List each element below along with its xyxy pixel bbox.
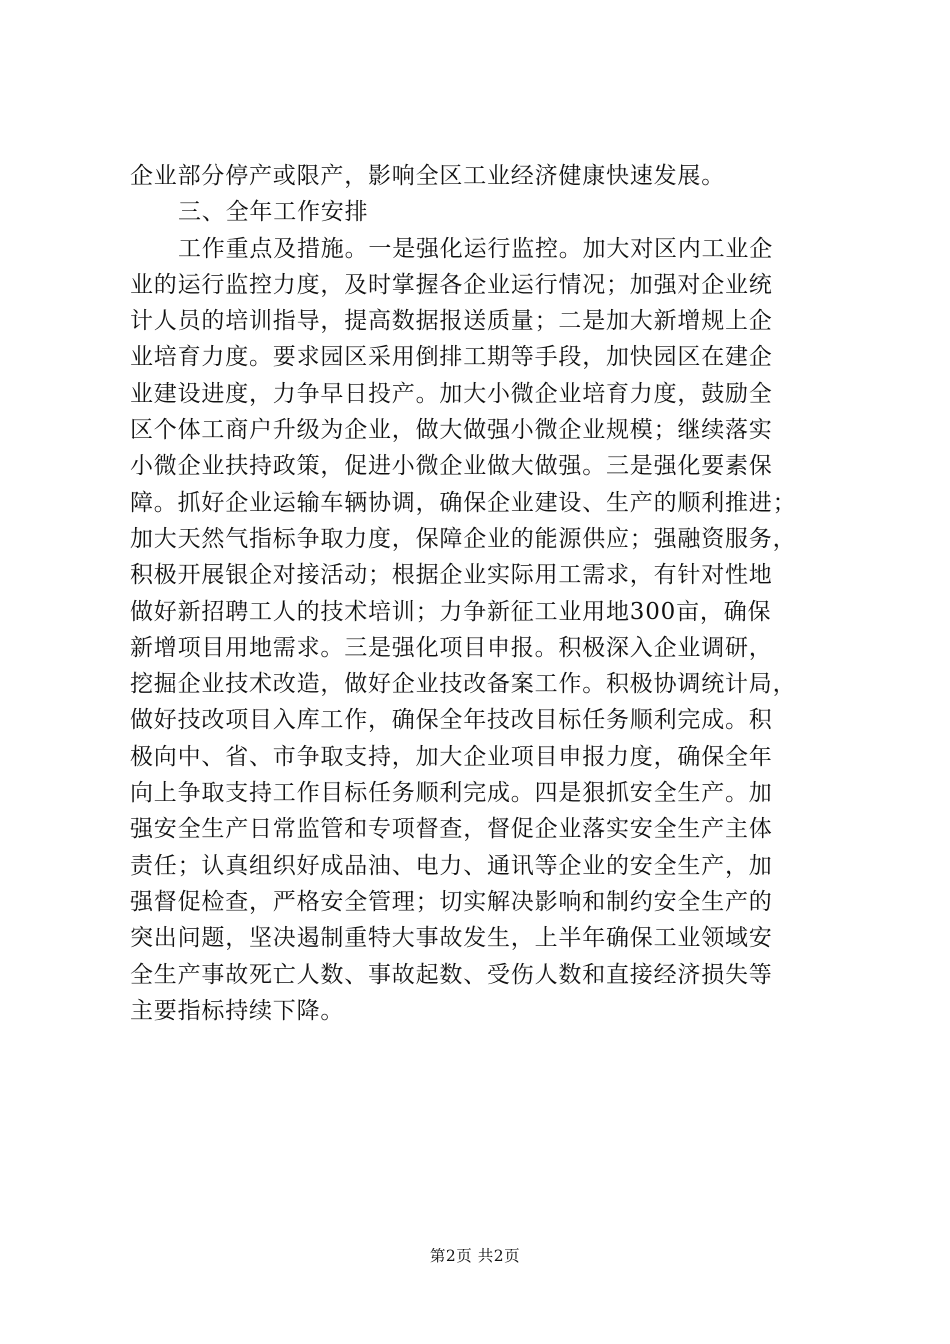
text-line: 做好新招聘工人的技术培训；力争新征工业用地300亩，确保 bbox=[130, 598, 772, 625]
page-footer: 第2页 共2页 bbox=[429, 1247, 521, 1265]
text-line: 计人员的培训指导，提高数据报送质量；二是加大新增规上企 bbox=[130, 308, 773, 335]
text-line: 挖掘企业技术改造，做好企业技改备案工作。积极协调统计局， bbox=[130, 671, 797, 698]
text-line: 向上争取支持工作目标任务顺利完成。四是狠抓安全生产。加 bbox=[130, 780, 773, 807]
text-line: 全生产事故死亡人数、事故起数、受伤人数和直接经济损失等 bbox=[130, 961, 773, 988]
text-line: 强督促检查，严格安全管理；切实解决影响和制约安全生产的 bbox=[130, 888, 773, 915]
text-line: 加大天然气指标争取力度，保障企业的能源供应；强融资服务， bbox=[130, 525, 797, 552]
text-line: 工作重点及措施。一是强化运行监控。加大对区内工业企 bbox=[178, 235, 773, 262]
text-line: 新增项目用地需求。三是强化项目申报。积极深入企业调研， bbox=[130, 634, 773, 661]
text-line: 极向中、省、市争取支持，加大企业项目申报力度，确保全年 bbox=[130, 743, 773, 770]
text-line: 业建设进度，力争早日投产。加大小微企业培育力度，鼓励全 bbox=[130, 380, 773, 407]
text-line: 突出问题，坚决遏制重特大事故发生，上半年确保工业领域安 bbox=[130, 925, 773, 952]
text-line: 障。抓好企业运输车辆协调，确保企业建设、生产的顺利推进； bbox=[130, 489, 797, 516]
text-line: 企业部分停产或限产，影响全区工业经济健康快速发展。 bbox=[130, 163, 725, 189]
document-body bbox=[130, 158, 830, 1029]
text-line: 三、全年工作安排 bbox=[178, 199, 369, 226]
text-line: 做好技改项目入库工作，确保全年技改目标任务顺利完成。积 bbox=[130, 707, 773, 734]
text-line: 业培育力度。要求园区采用倒排工期等手段，加快园区在建企 bbox=[130, 344, 773, 371]
text-line: 主要指标持续下降。 bbox=[130, 997, 345, 1024]
text-line: 责任；认真组织好成品油、电力、通讯等企业的安全生产，加 bbox=[130, 852, 773, 879]
text-line: 积极开展银企对接活动；根据企业实际用工需求，有针对性地 bbox=[130, 562, 773, 589]
text-line: 强安全生产日常监管和专项督查，督促企业落实安全生产主体 bbox=[130, 816, 773, 843]
text-line: 区个体工商户升级为企业，做大做强小微企业规模；继续落实 bbox=[130, 417, 773, 444]
text-line: 业的运行监控力度，及时掌握各企业运行情况；加强对企业统 bbox=[130, 271, 773, 298]
text-line: 小微企业扶持政策，促进小微企业做大做强。三是强化要素保 bbox=[130, 453, 773, 480]
